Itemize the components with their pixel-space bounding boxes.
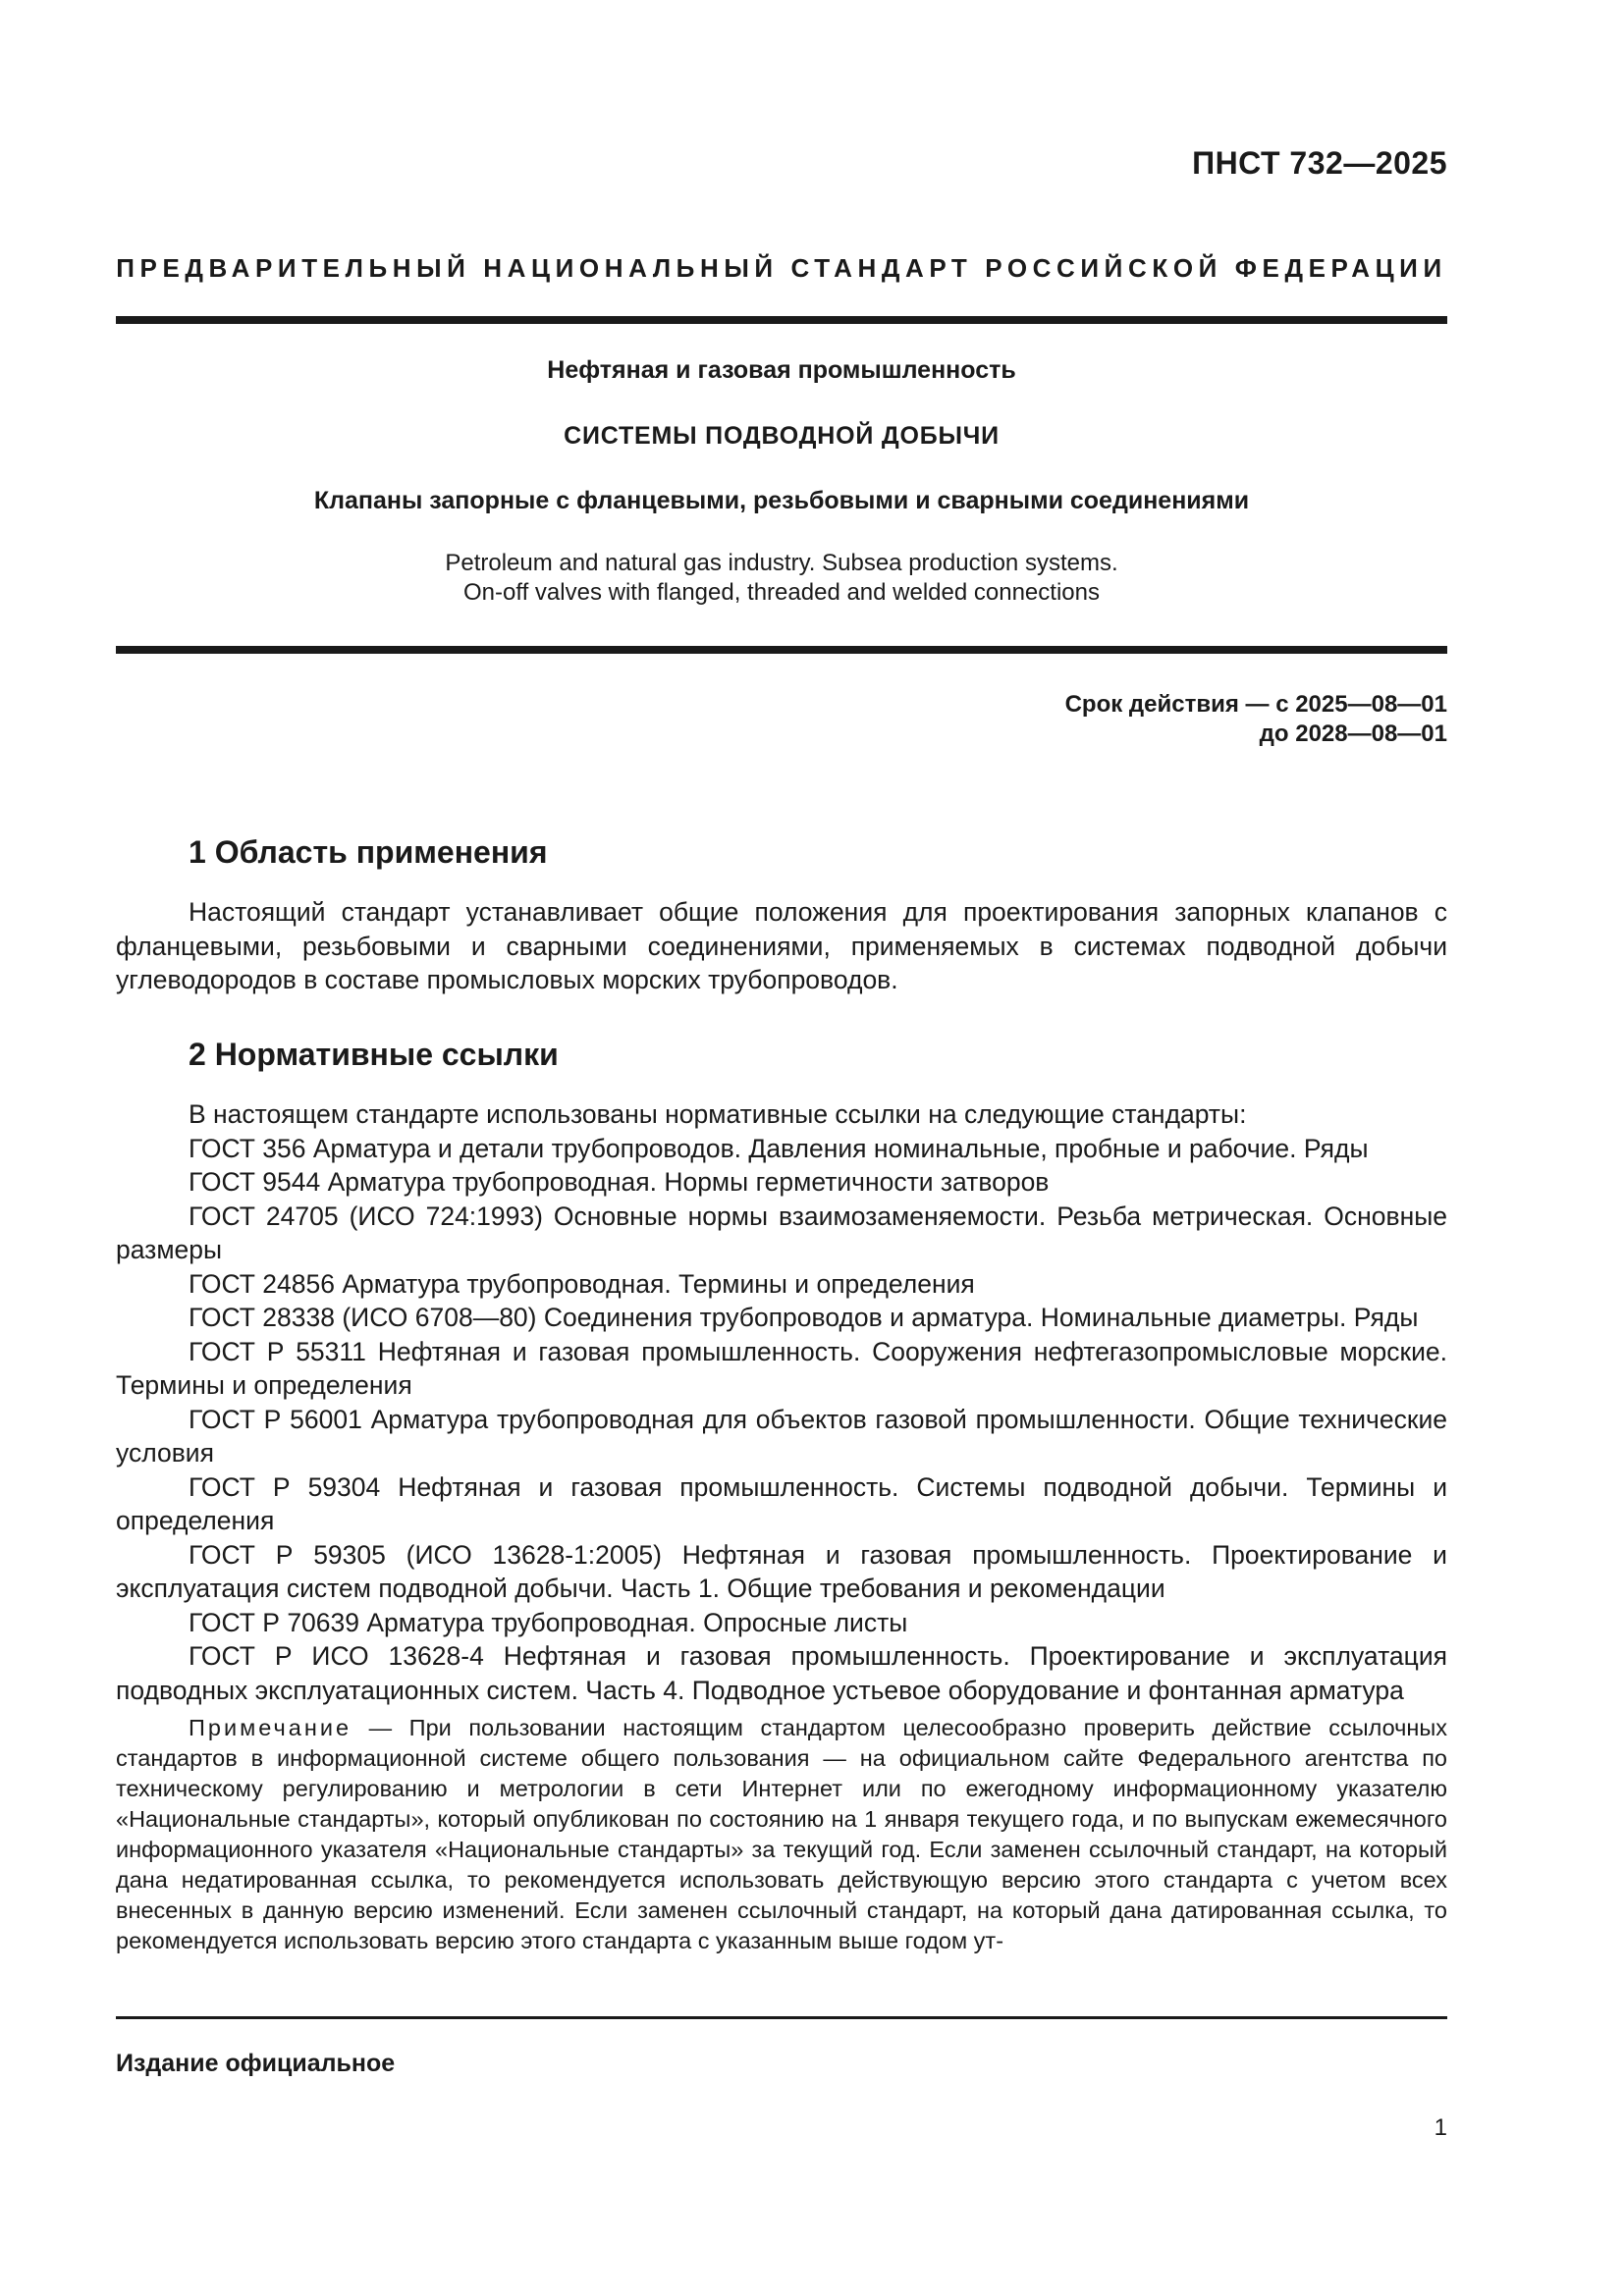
reference-item: ГОСТ Р 70639 Арматура трубопроводная. Опросные листы — [189, 1607, 908, 1637]
validity-to: до 2028—08—01 — [1259, 721, 1447, 747]
section-2-body — [116, 1097, 1447, 1707]
note-label: Примечание — [189, 1715, 352, 1740]
reference-item: ГОСТ 9544 Арматура трубопроводная. Нормы герметичности затворов — [189, 1167, 1050, 1197]
official-edition-label: Издание официальное — [116, 2050, 396, 2077]
standard-code: ПНСТ 732—2025 — [1192, 145, 1447, 181]
section-1-paragraph: Настоящий стандарт устанавливает общие положения для проектирования запорных клапанов с фланцевыми, резьбовыми и сварными соединениями, применяемых в системах подводной добычи углеводородов в составе промысловых морских трубопроводов. — [116, 897, 1447, 994]
reference-item: ГОСТ 28338 (ИСО 6708—80) Соединения трубопроводов и арматура. Номинальные диаметры. Ряды — [189, 1303, 1419, 1332]
reference-item: ГОСТ Р 59305 (ИСО 13628-1:2005) Нефтяная и газовая промышленность. Проектирование и эксплуатация систем подводной добычи. Часть 1. Общие требования и рекомендации — [116, 1539, 1447, 1603]
references-intro: В настоящем стандарте использованы нормативные ссылки на следующие стандарты: — [189, 1099, 1247, 1129]
reference-item: ГОСТ Р 59304 Нефтяная и газовая промышленность. Системы подводной добычи. Термины и определения — [116, 1471, 1447, 1535]
document-title: СИСТЕМЫ ПОДВОДНОЙ ДОБЫЧИ — [564, 422, 1000, 450]
reference-item: ГОСТ Р ИСО 13628-4 Нефтяная и газовая промышленность. Проектирование и эксплуатация подводных эксплуатационных систем. Часть 4. Подводное устьевое оборудование и фонтанная арматура — [116, 1641, 1447, 1705]
reference-item: ГОСТ Р 55311 Нефтяная и газовая промышленность. Сооружения нефтегазопромысловые морские. Термины и определения — [116, 1336, 1447, 1400]
reference-item: ГОСТ 24856 Арматура трубопроводная. Термины и определения — [189, 1268, 975, 1299]
footer-rule — [116, 2016, 1447, 2019]
section-1-heading: 1 Область применения — [189, 834, 548, 870]
reference-item: ГОСТ Р 56001 Арматура трубопроводная для объектов газовой промышленности. Общие технические условия — [116, 1404, 1447, 1468]
document-subtitle: Клапаны запорные с фланцевыми, резьбовыми и сварными соединениями — [313, 487, 1250, 514]
validity-from: Срок действия — с 2025—08—01 — [1064, 691, 1447, 718]
note-paragraph — [116, 1713, 1447, 1956]
section-2-heading: 2 Нормативные ссылки — [189, 1037, 559, 1072]
standard-type-title: ПРЕДВАРИТЕЛЬНЫЙ НАЦИОНАЛЬНЫЙ СТАНДАРТ РОССИЙСКОЙ ФЕДЕРАЦИИ — [116, 253, 1447, 283]
english-title-line-2: On-off valves with flanged, threaded and welded connections — [463, 579, 1100, 606]
section-1-body — [116, 895, 1447, 997]
reference-item: ГОСТ 356 Арматура и детали трубопроводов. Давления номинальные, пробные и рабочие. Ряды — [189, 1133, 1369, 1163]
industry-line: Нефтяная и газовая промышленность — [547, 356, 1016, 384]
page-number: 1 — [1434, 2114, 1447, 2141]
validity-period — [1065, 690, 1447, 749]
references-note — [116, 1713, 1447, 1956]
top-rule — [116, 316, 1447, 324]
title-bottom-rule — [116, 646, 1447, 654]
note-text: — При пользовании настоящим стандартом целесообразно проверить действие ссылочных стандартов в информационной системе общего пользования — на официальном сайте Федерального агентства по техническому регулированию и метрологии в сети Интернет или по ежегодному информационному указателю «Национальные стандарты», который опубликован по состоянию на 1 января текущего года, и по выпускам ежемесячного информационного указателя «Национальные стандарты» за текущий год. Если заменен ссылочный стандарт, на который дана недатированная ссылка, то рекомендуется использовать действующую версию этого стандарта с учетом всех внесенных в данную версию изменений. Если заменен ссылочный стандарт, на который дана датированная ссылка, то рекомендуется использовать версию этого стандарта с указанным выше годом ут- — [116, 1715, 1447, 1953]
reference-item: ГОСТ 24705 (ИСО 724:1993) Основные нормы взаимозаменяемости. Резьба метрическая. Основные размеры — [116, 1201, 1447, 1264]
english-title-line-1: Petroleum and natural gas industry. Subsea production systems. — [445, 550, 1118, 576]
